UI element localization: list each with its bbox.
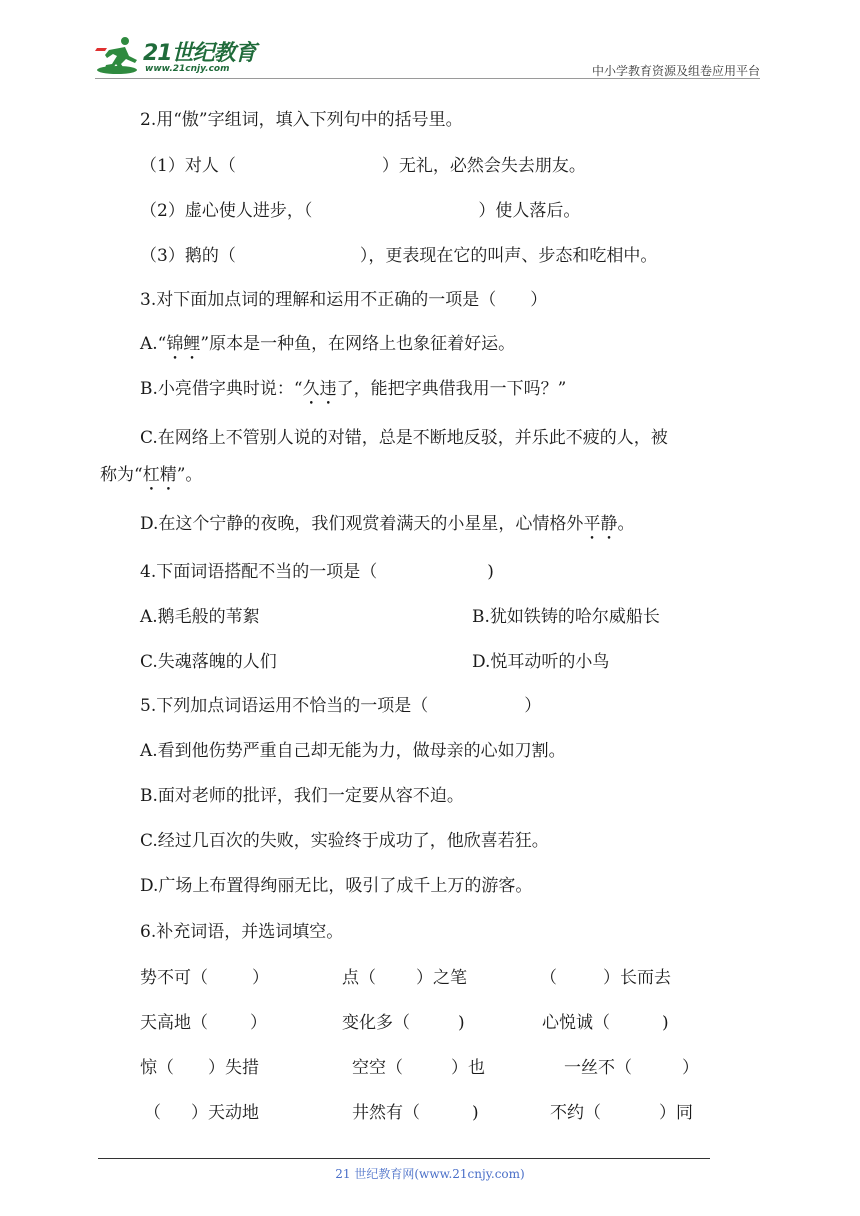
idiom-text: ）同 xyxy=(659,1103,693,1123)
idiom-text: ) xyxy=(458,1013,465,1033)
q5-title xyxy=(140,694,541,718)
q4-title xyxy=(140,560,494,584)
idiom-text: ） xyxy=(250,1013,267,1033)
idiom-12[interactable] xyxy=(550,1101,693,1125)
idiom-text: 空空（ xyxy=(352,1058,403,1078)
q5-option-c[interactable]: C.经过几百次的失败，实验终于成功了，他欣喜若狂。 xyxy=(140,831,549,851)
idiom-text: ）之笔 xyxy=(416,968,467,988)
site-logo xyxy=(95,34,265,74)
runner-logo-icon xyxy=(95,34,145,76)
idiom-1[interactable] xyxy=(140,966,269,990)
q3-c-dotted-word: 杠精 xyxy=(142,465,177,485)
idiom-text: ）也 xyxy=(451,1058,485,1078)
q4-option-a[interactable]: A.鹅毛般的苇絮 xyxy=(140,607,260,627)
q4-option-d[interactable]: D.悦耳动听的小鸟 xyxy=(472,652,610,672)
idiom-2[interactable] xyxy=(342,966,467,990)
platform-name: 中小学教育资源及组卷应用平台 xyxy=(591,64,760,78)
q3-c-text: 称为“ xyxy=(100,465,143,485)
footer-divider xyxy=(98,1158,710,1159)
idiom-text: ) xyxy=(472,1103,479,1123)
idiom-9[interactable] xyxy=(564,1056,699,1080)
idiom-text: 不约（ xyxy=(550,1103,601,1123)
q3-title: 3.对下面加点词的理解和运用不正确的一项是（ ） xyxy=(140,290,548,310)
q2-s1-text-b: ）无礼，必然会失去朋友。 xyxy=(381,156,586,176)
q2-s3-text-a: （3）鹅的（ xyxy=(140,246,236,266)
q2-title: 2.用“傲”字组词，填入下列句中的括号里。 xyxy=(140,110,463,130)
q5-option-a[interactable]: A.看到他伤势严重自己却无能为力，做母亲的心如刀割。 xyxy=(140,741,566,761)
idiom-text: 一丝不（ xyxy=(564,1058,632,1078)
q3-option-c-line2 xyxy=(100,463,202,495)
q3-d-dotted-word: 平静 xyxy=(583,514,618,534)
q2-sentence-3 xyxy=(140,244,657,268)
q4-title-text: 4.下面词语搭配不当的一项是（ xyxy=(140,562,378,582)
q3-option-a[interactable] xyxy=(140,332,515,364)
q3-d-text-2: 。 xyxy=(617,514,635,534)
q3-b-text-2: 了，能把字典借我用一下吗？” xyxy=(336,379,567,399)
idiom-4[interactable] xyxy=(140,1011,267,1035)
idiom-text: 井然有（ xyxy=(352,1103,420,1123)
idiom-text: 势不可（ xyxy=(140,968,208,988)
q3-a-text-2: ”原本是一种鱼，在网络上也象征着好运。 xyxy=(200,334,516,354)
logo-url: www.21cnjy.com xyxy=(145,64,230,74)
idiom-text: 心悦诚（ xyxy=(542,1013,610,1033)
idiom-text: （ xyxy=(540,968,557,988)
logo-text: 21世纪教育 xyxy=(143,41,256,66)
idiom-6[interactable] xyxy=(542,1011,669,1035)
q5-option-d[interactable]: D.广场上布置得绚丽无比，吸引了成千上万的游客。 xyxy=(140,876,533,896)
q3-option-d[interactable] xyxy=(140,512,634,544)
footer-link[interactable]: 21 世纪教育网(www.21cnjy.com) xyxy=(335,1167,525,1181)
q3-a-text: A.“ xyxy=(140,334,167,354)
idiom-text: 惊（ xyxy=(140,1058,174,1078)
q4-option-b[interactable]: B.犹如铁铸的哈尔威船长 xyxy=(472,607,660,627)
idiom-5[interactable] xyxy=(342,1011,465,1035)
q3-d-text: D.在这个宁静的夜晚，我们观赏着满天的小星星，心情格外 xyxy=(140,514,584,534)
page-header xyxy=(95,30,760,80)
idiom-text: ) xyxy=(662,1013,669,1033)
idiom-text: ） xyxy=(252,968,269,988)
idiom-text: ）失措 xyxy=(208,1058,259,1078)
q5-option-b[interactable]: B.面对老师的批评，我们一定要从容不迫。 xyxy=(140,786,464,806)
q3-option-b[interactable] xyxy=(140,377,566,409)
idiom-text: 点（ xyxy=(342,968,376,988)
q2-sentence-2 xyxy=(140,199,580,223)
q2-s3-text-b: ），更表现在它的叫声、步态和吃相中。 xyxy=(359,246,658,266)
q2-s2-text-a: （2）虚心使人进步，（ xyxy=(140,201,313,221)
q3-option-c-line1[interactable]: C.在网络上不管别人说的对错，总是不断地反驳，并乐此不疲的人，被 xyxy=(140,428,668,448)
q5-title-close: ） xyxy=(524,696,542,716)
idiom-8[interactable] xyxy=(352,1056,485,1080)
q5-title-text: 5.下列加点词语运用不恰当的一项是（ xyxy=(140,696,429,716)
idiom-7[interactable] xyxy=(140,1056,259,1080)
idiom-text: ）天动地 xyxy=(191,1103,259,1123)
q4-option-c[interactable]: C.失魂落魄的人们 xyxy=(140,652,277,672)
q3-b-dotted-word: 久违 xyxy=(302,379,337,399)
q3-c-text-2: ”。 xyxy=(176,465,203,485)
idiom-text: 天高地（ xyxy=(140,1013,208,1033)
idiom-text: ）长而去 xyxy=(603,968,671,988)
header-divider xyxy=(95,78,760,79)
idiom-11[interactable] xyxy=(352,1101,479,1125)
idiom-3[interactable] xyxy=(540,966,671,990)
idiom-text: ） xyxy=(682,1058,699,1078)
q6-title: 6.补充词语，并选词填空。 xyxy=(140,922,344,942)
idiom-text: （ xyxy=(144,1103,161,1123)
q2-s2-text-b: ）使人落后。 xyxy=(478,201,581,221)
q3-b-text: B.小亮借字典时说：“ xyxy=(140,379,303,399)
q2-s1-text-a: （1）对人（ xyxy=(140,156,236,176)
q4-title-close: ) xyxy=(487,562,494,582)
idiom-10[interactable] xyxy=(144,1101,259,1125)
q2-sentence-1 xyxy=(140,154,586,178)
idiom-text: 变化多（ xyxy=(342,1013,410,1033)
q3-a-dotted-word: 锦鲤 xyxy=(166,334,201,354)
